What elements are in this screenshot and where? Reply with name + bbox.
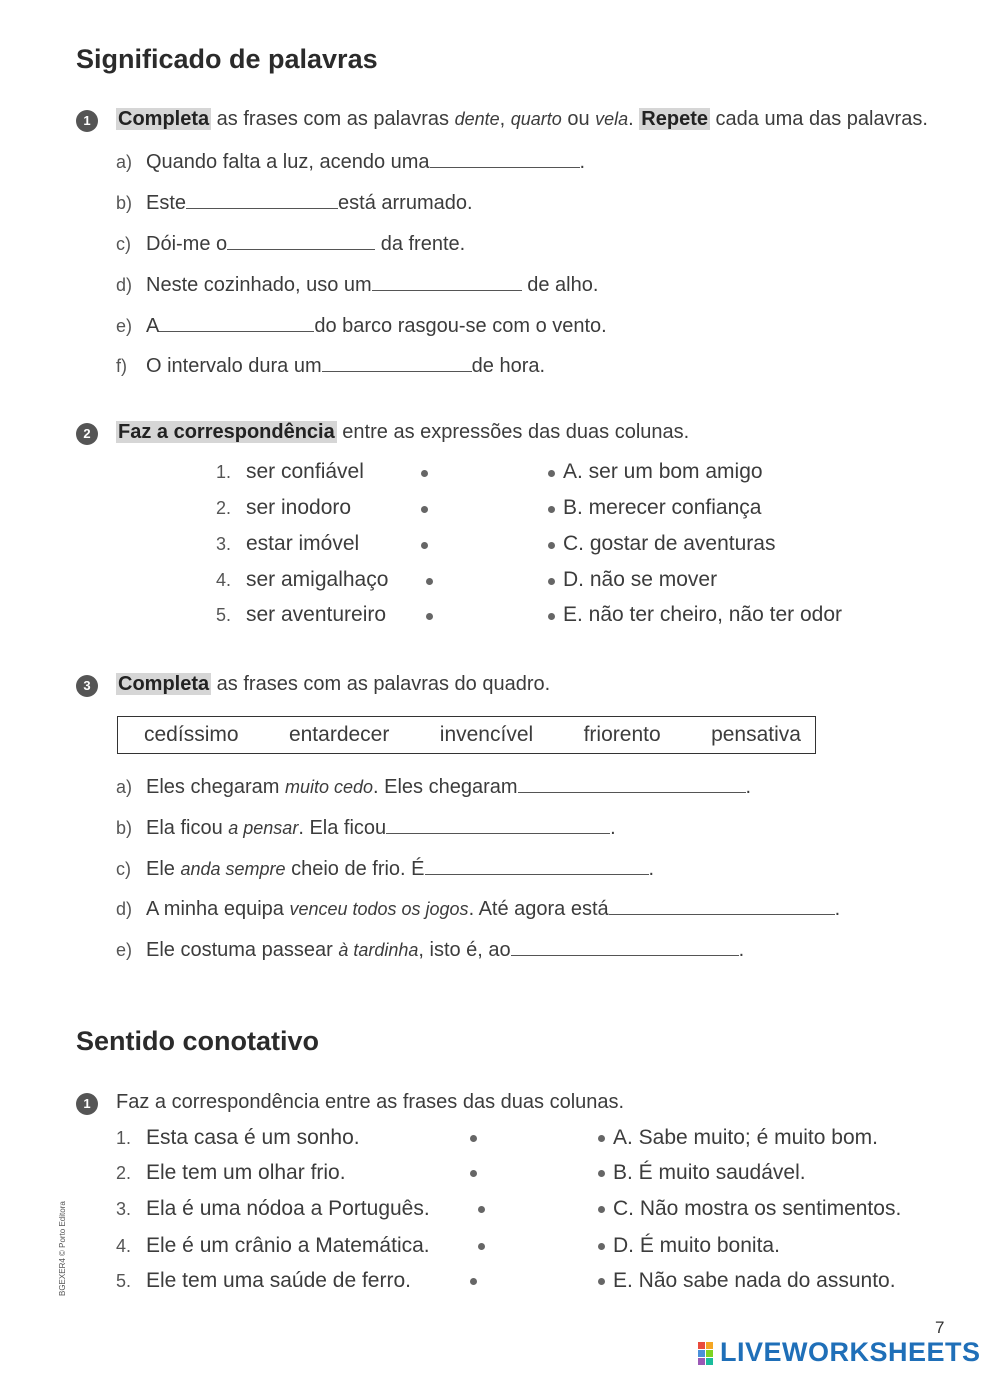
right-column-item: B. merecer confiança	[563, 496, 762, 519]
right-column-item: E. não ter cheiro, não ter odor	[563, 603, 842, 626]
right-column-item: B. É muito saudável.	[613, 1161, 806, 1184]
right-column-item: D. É muito bonita.	[613, 1234, 780, 1257]
right-column-item: A. ser um bom amigo	[563, 460, 763, 483]
match-dot[interactable]	[421, 506, 428, 513]
exercise-instruction: Completa as frases com as palavras do quadro.	[118, 673, 551, 695]
instruction-highlight: Completa	[118, 673, 210, 695]
match-dot[interactable]	[548, 542, 555, 549]
sentence-item: d) A minha equipa venceu todos os jogos. Até agora está .	[116, 898, 841, 920]
right-column-item: A. Sabe muito; é muito bom.	[613, 1126, 878, 1149]
answer-blank[interactable]	[430, 149, 580, 168]
liveworksheets-logo-icon	[698, 1342, 718, 1366]
match-dot[interactable]	[548, 506, 555, 513]
section-title: Sentido conotativo	[76, 1026, 319, 1056]
right-column-item: D. não se mover	[563, 568, 718, 591]
sentence-item: a) Quando falta a luz, acendo uma .	[116, 151, 586, 173]
match-dot[interactable]	[478, 1243, 485, 1250]
instruction-highlight: Repete	[641, 108, 708, 130]
left-column-item: 2. Ele tem um olhar frio.	[116, 1161, 346, 1184]
exercise-instruction: Faz a correspondência entre as expressões das duas colunas.	[118, 421, 690, 443]
copyright-note: BGEXER4 © Porto Editora	[58, 1201, 67, 1296]
left-column-item: 3. estar imóvel	[216, 532, 360, 555]
sentence-item: e) A do barco rasgou-se com o vento.	[116, 315, 607, 337]
match-dot[interactable]	[598, 1206, 605, 1213]
exercise-number: 2	[76, 423, 98, 445]
right-column-item: C. Não mostra os sentimentos.	[613, 1197, 902, 1220]
sentence-item: b) Este está arrumado.	[116, 192, 473, 214]
match-dot[interactable]	[598, 1278, 605, 1285]
left-column-item: 5. Ele tem uma saúde de ferro.	[116, 1269, 411, 1292]
word-box-item: friorento	[583, 723, 661, 746]
answer-blank[interactable]	[386, 815, 610, 834]
left-column-item: 1. ser confiável	[216, 460, 364, 483]
exercise-instruction: Faz a correspondência entre as frases das duas colunas.	[116, 1091, 625, 1113]
match-dot[interactable]	[598, 1170, 605, 1177]
sentence-item: f) O intervalo dura um de hora.	[116, 355, 546, 377]
left-column-item: 4. Ele é um crânio a Matemática.	[116, 1234, 430, 1257]
left-column-item: 1. Esta casa é um sonho.	[116, 1126, 360, 1149]
sentence-item: e) Ele costuma passear à tardinha, isto é, ao .	[116, 939, 745, 961]
right-column-item: E. Não sabe nada do assunto.	[613, 1269, 896, 1292]
match-dot[interactable]	[548, 470, 555, 477]
match-dot[interactable]	[598, 1243, 605, 1250]
word-box-item: cedíssimo	[144, 723, 239, 746]
answer-blank[interactable]	[425, 856, 649, 875]
match-dot[interactable]	[470, 1278, 477, 1285]
match-dot[interactable]	[426, 578, 433, 585]
answer-blank[interactable]	[322, 353, 472, 372]
answer-blank[interactable]	[227, 231, 375, 250]
instruction-highlight: Completa	[118, 108, 210, 130]
right-column-item: C. gostar de aventuras	[563, 532, 776, 555]
match-dot[interactable]	[470, 1135, 477, 1142]
exercise-number: 3	[76, 675, 98, 697]
match-dot[interactable]	[470, 1170, 477, 1177]
match-dot[interactable]	[421, 542, 428, 549]
word-box-item: entardecer	[288, 723, 390, 746]
answer-blank[interactable]	[518, 774, 746, 793]
left-column-item: 2. ser inodoro	[216, 496, 352, 519]
left-column-item: 4. ser amigalhaço	[216, 568, 389, 591]
word-box-item: pensativa	[711, 723, 801, 746]
answer-blank[interactable]	[511, 937, 739, 956]
sentence-item: c) Ele anda sempre cheio de frio. É .	[116, 858, 655, 880]
match-dot[interactable]	[478, 1206, 485, 1213]
instruction-highlight: Faz a correspondência	[118, 421, 335, 443]
sentence-item: b) Ela ficou a pensar. Ela ficou .	[116, 817, 616, 839]
answer-blank[interactable]	[186, 190, 338, 209]
sentence-item: d) Neste cozinhado, uso um de alho.	[116, 274, 599, 296]
sentence-item: a) Eles chegaram muito cedo. Eles chegaram .	[116, 776, 752, 798]
page-number: 7	[935, 1318, 945, 1337]
left-column-item: 5. ser aventureiro	[216, 603, 387, 626]
word-box	[117, 716, 816, 754]
match-dot[interactable]	[598, 1135, 605, 1142]
answer-blank[interactable]	[159, 313, 314, 332]
match-dot[interactable]	[426, 613, 433, 620]
answer-blank[interactable]	[372, 272, 522, 291]
answer-blank[interactable]	[609, 896, 835, 915]
section-title: Significado de palavras	[76, 44, 378, 74]
match-dot[interactable]	[548, 613, 555, 620]
exercise-instruction: Completa as frases com as palavras dente, quarto ou vela. Repete cada uma das palavras.	[118, 108, 928, 130]
word-box-item: invencível	[439, 723, 534, 746]
liveworksheets-logo[interactable]: LIVEWORKSHEETS	[720, 1337, 981, 1367]
match-dot[interactable]	[421, 470, 428, 477]
exercise-number: 1	[76, 110, 98, 132]
left-column-item: 3. Ela é uma nódoa a Português.	[116, 1197, 430, 1220]
match-dot[interactable]	[548, 578, 555, 585]
exercise-number: 1	[76, 1093, 98, 1115]
sentence-item: c) Dói-me o da frente.	[116, 233, 466, 255]
